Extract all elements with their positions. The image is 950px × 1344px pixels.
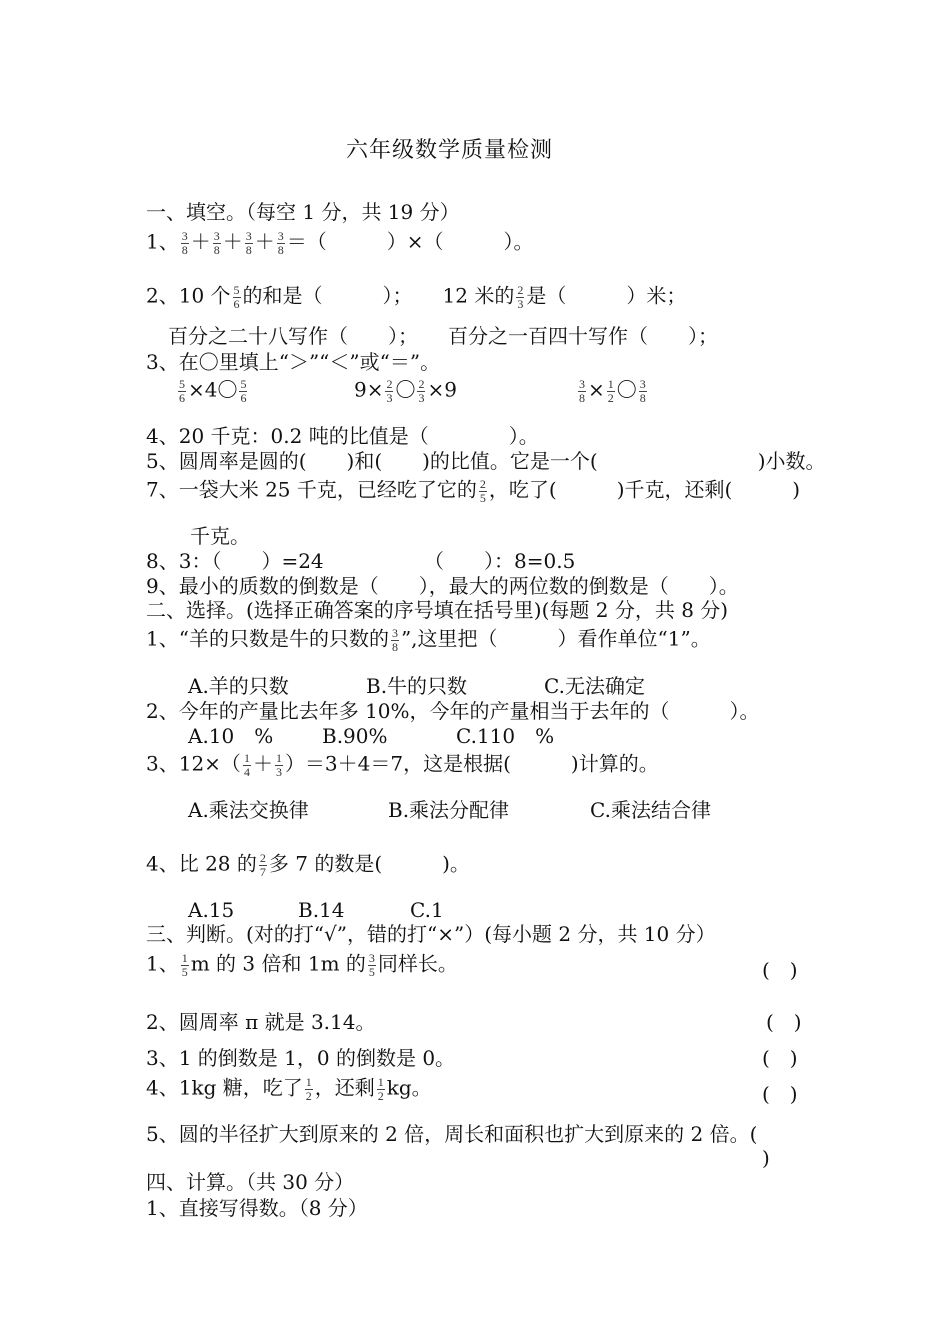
answer-paren-3-5-close: ) xyxy=(762,1146,770,1170)
question-1-2: 2、10 个 $\frac{5}{6}$ 的和是（ ）； 12 米的 $\frac{2}{3}$ 是（ ）米； xyxy=(146,283,687,311)
compare-item-c: $\frac{3}{8}$ × $\frac{1}{2}$ 〇 $\frac{3}{8}$ xyxy=(579,377,646,405)
fraction: $\frac{3}{5}$ xyxy=(368,951,375,979)
option-2-2-c: C.110 % xyxy=(456,724,555,748)
question-1-4: 4、20 千克：0.2 吨的比值是（ ）。 xyxy=(146,424,539,448)
fraction: $\frac{5}{6}$ xyxy=(240,377,247,405)
fraction: $\frac{3}{8}$ xyxy=(181,229,188,257)
fraction: $\frac{2}{7}$ xyxy=(259,851,266,879)
fraction: $\frac{3}{8}$ xyxy=(277,229,284,257)
question-3-3: 3、1 的倒数是 1，0 的倒数是 0。 xyxy=(146,1046,456,1070)
question-1-1: 1、 $\frac{3}{8}$ ＋ $\frac{3}{8}$ ＋ $\frac{3}{8}$ ＋ $\frac{3}{8}$ ＝（ ）×（ ）。 xyxy=(146,229,534,257)
question-3-2: 2、圆周率 π 就是 3.14。 xyxy=(146,1010,376,1034)
fraction: $\frac{3}{8}$ xyxy=(245,229,252,257)
section-3-heading: 三、判断。(对的打“√”，错的打“×”）(每小题 2 分，共 10 分） xyxy=(146,922,716,946)
fraction: $\frac{1}{3}$ xyxy=(275,751,282,779)
question-3-4: 4、1kg 糖，吃了 $\frac{1}{2}$ ，还剩 $\frac{1}{2}$ kg。 xyxy=(146,1075,432,1103)
fraction: $\frac{2}{5}$ xyxy=(479,477,486,505)
fraction: $\frac{5}{6}$ xyxy=(179,377,185,405)
fraction: $\frac{1}{4}$ xyxy=(243,751,250,779)
option-2-2-b: B.90% xyxy=(322,724,388,748)
option-2-4-b: B.14 xyxy=(298,898,345,922)
fraction: $\frac{2}{3}$ xyxy=(517,283,524,311)
option-2-4-a: A.15 xyxy=(188,898,235,922)
answer-paren-3-1: ( ) xyxy=(762,958,798,982)
fraction: $\frac{3}{8}$ xyxy=(579,377,585,405)
fraction: $\frac{3}{8}$ xyxy=(391,626,398,654)
answer-paren-3-3: ( ) xyxy=(762,1046,798,1070)
option-2-2-a: A.10 % xyxy=(188,724,274,748)
section-1-heading: 一、填空。（每空 1 分，共 19 分） xyxy=(146,200,460,224)
question-1-9: 9、最小的质数的倒数是（ ），最大的两位数的倒数是（ ）。 xyxy=(146,574,739,598)
option-2-3-a: A.乘法交换律 xyxy=(188,798,309,822)
page-title: 六年级数学质量检测 xyxy=(346,138,554,163)
question-2-1: 1、“羊的只数是牛的只数的 $\frac{3}{8}$ ”,这里把（ ）看作单位“1”。 xyxy=(146,626,711,654)
question-4-1: 1、直接写得数。（8 分） xyxy=(146,1196,368,1220)
compare-item-b: 9× $\frac{2}{3}$ 〇 $\frac{2}{3}$ ×9 xyxy=(354,377,457,405)
fraction: $\frac{1}{2}$ xyxy=(377,1075,384,1103)
answer-paren-3-2: ( ) xyxy=(766,1010,802,1034)
question-3-1: 1、 $\frac{1}{5}$ m 的 3 倍和 1m 的 $\frac{3}{5}$ 同样长。 xyxy=(146,951,458,979)
option-2-3-b: B.乘法分配律 xyxy=(388,798,510,822)
section-4-heading: 四、计算。（共 30 分） xyxy=(146,1170,355,1194)
question-1-7-cont: 千克。 xyxy=(190,524,250,548)
option-2-1-a: A.羊的只数 xyxy=(188,674,289,698)
option-2-3-c: C.乘法结合律 xyxy=(590,798,711,822)
fraction: $\frac{2}{3}$ xyxy=(386,377,393,405)
fraction: $\frac{1}{5}$ xyxy=(181,951,188,979)
option-2-1-c: C.无法确定 xyxy=(544,674,645,698)
question-3-5: 5、圆的半径扩大到原来的 2 倍，周长和面积也扩大到原来的 2 倍。( xyxy=(146,1122,758,1146)
question-1-7: 7、一袋大米 25 千克，已经吃了它的 $\frac{2}{5}$ ，吃了( )千克，还剩( ) xyxy=(146,477,801,505)
fraction: $\frac{2}{3}$ xyxy=(418,377,425,405)
question-1-3: 3、在〇里填上“＞”“＜”或“＝”。 xyxy=(146,350,441,374)
question-1-2-percent: 百分之二十八写作（ ）； 百分之一百四十写作（ ）； xyxy=(168,324,718,348)
question-2-3: 3、12×（ $\frac{1}{4}$ ＋ $\frac{1}{3}$ ）＝3＋4＝7，这是根据( )计算的。 xyxy=(146,751,659,779)
question-1-8-b: （ ）：8=0.5 xyxy=(424,549,576,573)
fraction: $\frac{1}{2}$ xyxy=(305,1075,312,1103)
compare-item-a: $\frac{5}{6}$ ×4〇 $\frac{5}{6}$ xyxy=(179,377,247,405)
question-2-4: 4、比 28 的 $\frac{2}{7}$ 多 7 的数是( )。 xyxy=(146,851,470,879)
fraction: $\frac{3}{8}$ xyxy=(213,229,220,257)
answer-paren-3-4: ( ) xyxy=(762,1082,798,1106)
option-2-1-b: B.牛的只数 xyxy=(366,674,468,698)
option-2-4-c: C.1 xyxy=(410,898,444,922)
fraction: $\frac{3}{8}$ xyxy=(639,377,646,405)
question-1-8-a: 8、3：（ ）=24 xyxy=(146,549,324,573)
section-2-heading: 二、选择。(选择正确答案的序号填在括号里)(每题 2 分，共 8 分) xyxy=(146,598,729,622)
fraction: $\frac{5}{6}$ xyxy=(233,283,240,311)
fraction: $\frac{1}{2}$ xyxy=(607,377,614,405)
question-2-2: 2、今年的产量比去年多 10%，今年的产量相当于去年的（ ）。 xyxy=(146,699,760,723)
question-1-5: 5、圆周率是圆的( )和( )的比值。它是一个( )小数。 xyxy=(146,449,826,473)
